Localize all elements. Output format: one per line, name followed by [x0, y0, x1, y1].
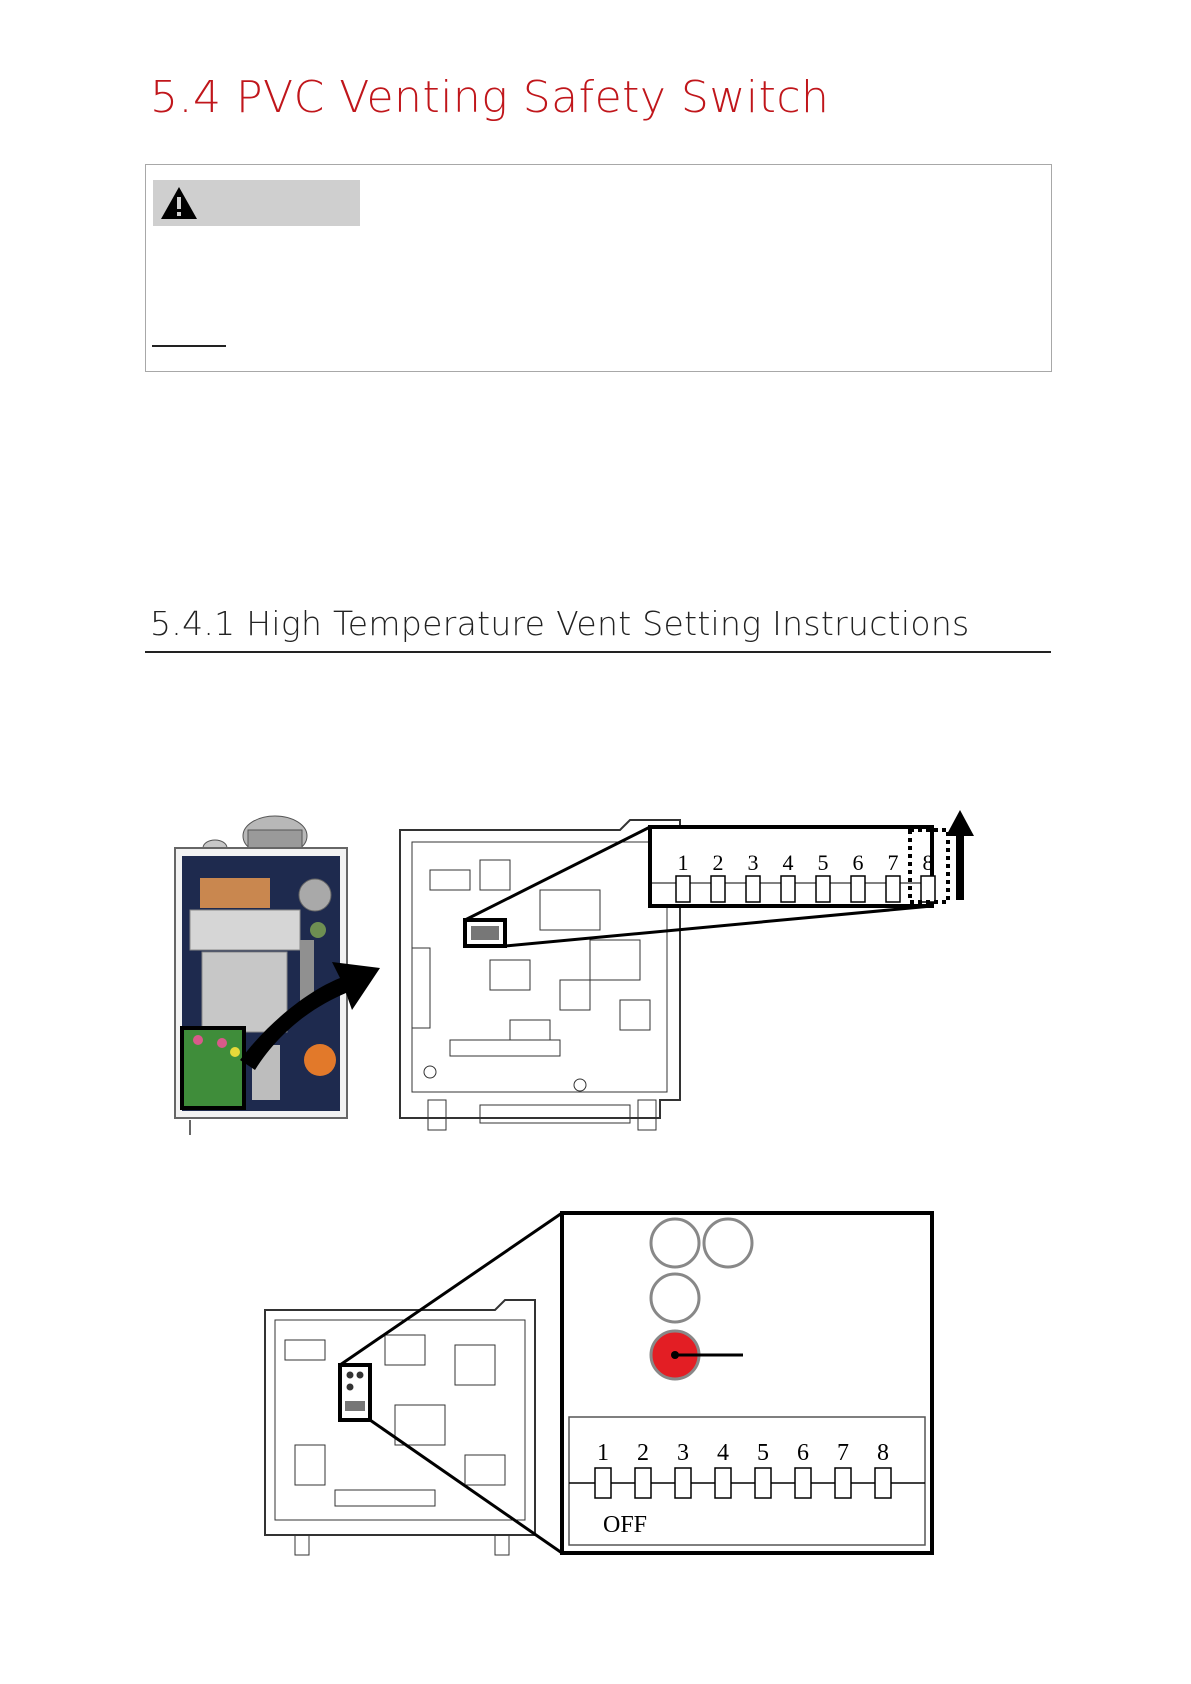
warning-underline: [152, 345, 226, 347]
dip-switch: [835, 1468, 851, 1498]
dip-switch: [795, 1468, 811, 1498]
dip-switch: [781, 876, 795, 902]
switch-number: 4: [717, 1440, 729, 1466]
up-arrow-icon: [946, 810, 974, 900]
dip-switch: [595, 1468, 611, 1498]
warning-box: [145, 164, 1052, 372]
subsection-title: 5.4.1 High Temperature Vent Setting Instructions: [150, 604, 970, 643]
indicator-ring: [704, 1219, 752, 1267]
switch-number: 1: [677, 850, 689, 875]
switch-number: 5: [757, 1440, 769, 1466]
switch-number: 6: [852, 850, 864, 875]
switch-number: 7: [837, 1440, 849, 1466]
dip-switch: [746, 876, 760, 902]
warning-header: [153, 180, 360, 226]
switch-number: 4: [782, 850, 794, 875]
dip-switch: [675, 1468, 691, 1498]
switch-number: 6: [797, 1440, 809, 1466]
switch-number: 2: [637, 1440, 649, 1466]
dip-switch: [816, 876, 830, 902]
dip-switch: [635, 1468, 651, 1498]
dip-switch: [676, 876, 690, 902]
dip-switch: [755, 1468, 771, 1498]
figure-unit-location: [160, 800, 1060, 1140]
dip-switch: [711, 876, 725, 902]
control-board-drawing: [400, 820, 680, 1130]
indicator-ring: [651, 1274, 699, 1322]
switch-number: 8: [922, 850, 934, 875]
off-label: OFF: [602, 1512, 648, 1538]
switch-number: 7: [887, 850, 899, 875]
dip-switch: [875, 1468, 891, 1498]
switch-number: 1: [597, 1440, 609, 1466]
water-heater-unit: [175, 816, 347, 1135]
control-board-small: [265, 1300, 535, 1555]
switch-number: 2: [712, 850, 724, 875]
indicator-ring: [651, 1219, 699, 1267]
dip-switch: [851, 876, 865, 902]
switch-number: 3: [747, 850, 759, 875]
switch-number: 5: [817, 850, 829, 875]
dip-switch-zoom: [650, 827, 948, 906]
warning-triangle-icon: [159, 185, 199, 221]
switch-number: 3: [677, 1440, 689, 1466]
figure-dip-switch-off: [255, 1205, 955, 1565]
section-title: 5.4 PVC Venting Safety Switch: [150, 72, 830, 123]
dip-switch: [715, 1468, 731, 1498]
subsection-rule: [145, 651, 1051, 653]
dip-switch: [921, 876, 935, 902]
switch-zoom-panel: [562, 1213, 932, 1553]
switch-number: 8: [877, 1440, 889, 1466]
dip-switch: [886, 876, 900, 902]
